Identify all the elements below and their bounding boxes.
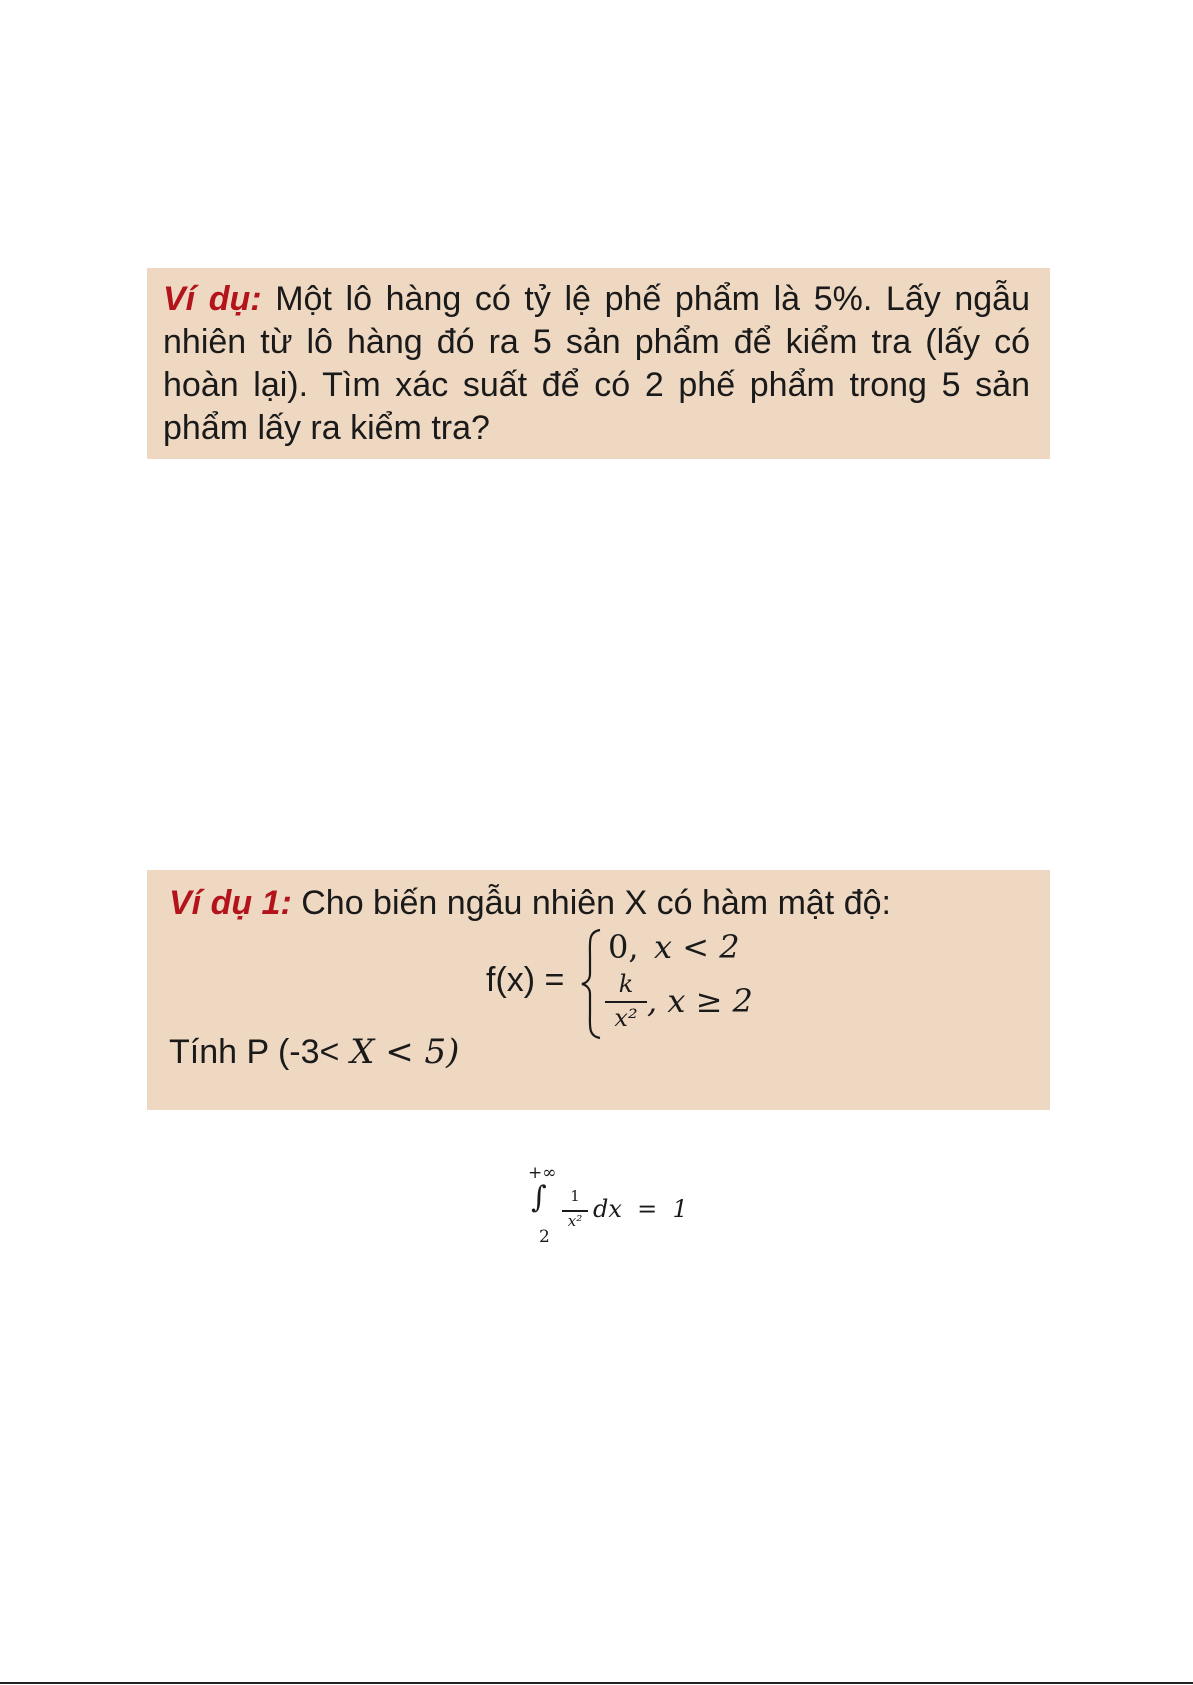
question-math: X < 5) — [339, 1032, 460, 1072]
integral-symbol: ∫ — [531, 1180, 547, 1215]
case-2-denominator: x² — [614, 1004, 638, 1032]
case-1-value: 0, — [608, 928, 639, 966]
integrand-numerator: 1 — [570, 1187, 580, 1205]
example-2-intro — [169, 882, 891, 924]
question-prefix: Tính P (-3< — [169, 1033, 340, 1071]
integral-rest: dx = 1 — [593, 1195, 688, 1223]
page-bottom-divider — [0, 1682, 1193, 1684]
integral-upper-limit: +∞ — [528, 1163, 557, 1183]
example-2-label: Ví dụ 1: — [169, 884, 292, 922]
case-2-condition: , x ≥ 2 — [647, 982, 753, 1020]
case-2-fraction-bar — [605, 1001, 647, 1003]
example-1-label: Ví dụ: — [163, 280, 262, 318]
example-box-1 — [147, 268, 1050, 459]
example-2-text: Cho biến ngẫu nhiên X có hàm mật độ: — [291, 884, 891, 922]
example-1-paragraph — [163, 278, 1030, 450]
integrand-denominator: x² — [567, 1212, 583, 1230]
case-1-condition: x < 2 — [654, 928, 740, 966]
fx-lhs: f(x) = — [486, 961, 565, 999]
integral-lower-limit: 2 — [539, 1227, 550, 1247]
left-brace-icon — [580, 928, 604, 1040]
case-2-numerator: k — [618, 970, 634, 998]
example-box-2 — [147, 870, 1050, 1110]
example-1-text: Một lô hàng có tỷ lệ phế phẩm là 5%. Lấy ngẫu nhiên từ lô hàng đó ra 5 sản phẩm để kiểm tra (lấy có hoàn lại). Tìm xác suất để có 2 phế phẩm trong 5 sản phẩm lấy ra kiểm tra? — [163, 280, 1030, 447]
question-line — [169, 1032, 459, 1072]
